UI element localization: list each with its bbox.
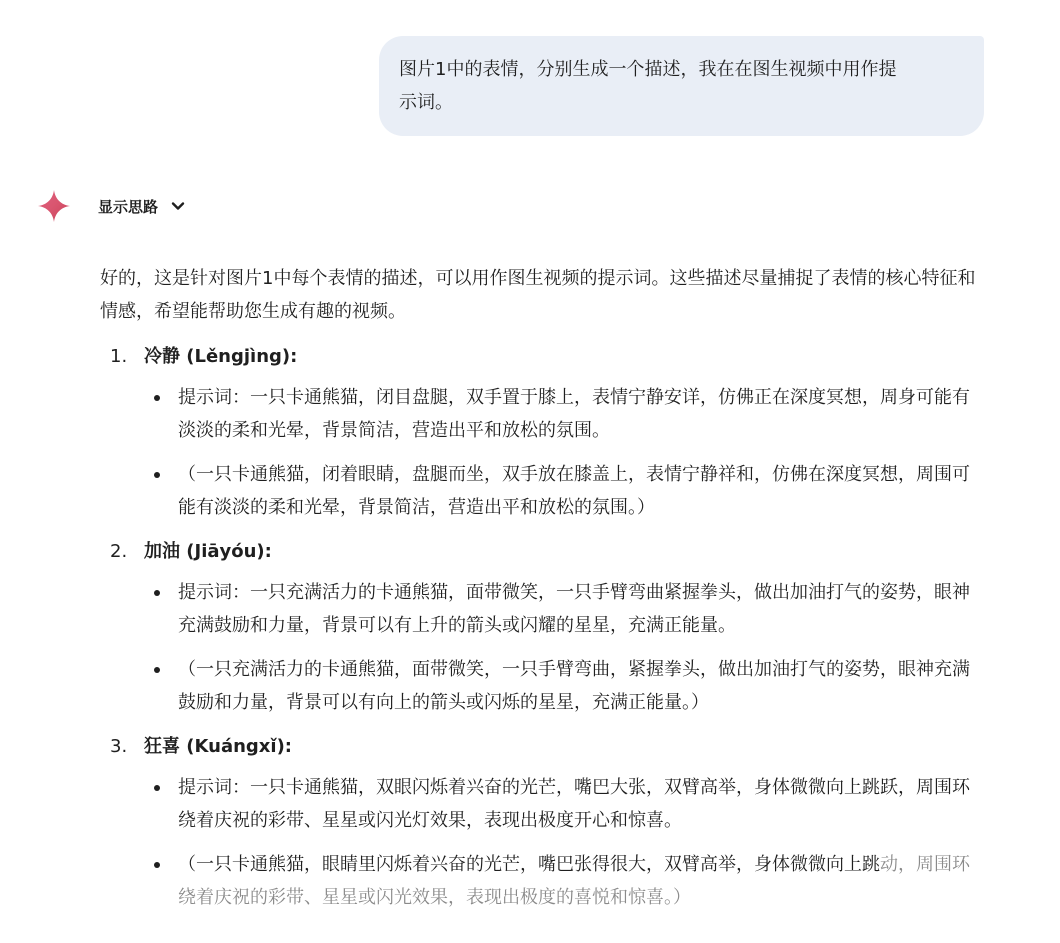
expression-title: 狂喜 (Kuángxǐ): [144, 736, 292, 757]
expression-title: 冷静 (Lěngjìng): [144, 346, 298, 367]
expression-item-calm [100, 340, 980, 524]
expression-title: 加油 (Jiāyóu): [144, 541, 272, 562]
prompt-item [144, 771, 980, 837]
prompt-list [144, 576, 980, 719]
bullet-dot [154, 395, 160, 401]
prompt-item [144, 381, 980, 447]
prompt-list [144, 381, 980, 524]
prompt-text: （一只充满活力的卡通熊猫，面带微笑，一只手臂弯曲，紧握拳头，做出加油打气的姿势，眼神充满鼓励和力量，背景可以有向上的箭头或闪烁的星星，充满正能量。） [178, 659, 970, 713]
bullet-dot [154, 785, 160, 791]
prompt-item [144, 576, 980, 642]
user-message-bubble [379, 36, 984, 136]
model-response-header [36, 186, 188, 226]
bullet-dot [154, 590, 160, 596]
list-number: 2. [110, 541, 128, 562]
prompt-list [144, 771, 980, 914]
model-response-body [100, 262, 980, 925]
user-message-line-2: 示词。 [399, 92, 453, 113]
show-thinking-label: 显示思路 [98, 197, 159, 216]
prompt-item [144, 653, 980, 719]
list-number: 1. [110, 346, 128, 367]
expression-item-ecstatic [100, 730, 980, 914]
prompt-text: （一只卡通熊猫，眼睛里闪烁着兴奋的光芒，嘴巴张得很大，双臂高举，身体微微向上跳 [178, 854, 880, 875]
bullet-dot [154, 667, 160, 673]
prompt-text: 提示词：一只充满活力的卡通熊猫，面带微笑，一只手臂弯曲紧握拳头，做出加油打气的姿势，眼神充满鼓励和力量，背景可以有上升的箭头或闪耀的星星，充满正能量。 [178, 582, 970, 636]
show-thinking-toggle[interactable] [98, 196, 188, 217]
prompt-item [144, 458, 980, 524]
response-intro: 好的，这是针对图片1中每个表情的描述，可以用作图生视频的提示词。这些描述尽量捕捉了表情的核心特征和情感，希望能帮助您生成有趣的视频。 [100, 268, 976, 322]
bullet-dot [154, 472, 160, 478]
list-number: 3. [110, 736, 128, 757]
expression-item-cheer [100, 535, 980, 719]
user-message-line-1: 图片1中的表情，分别生成一个描述，我在在图生视频中用作提 [399, 59, 897, 80]
gemini-sparkle-icon [36, 188, 72, 224]
expression-list [100, 340, 980, 914]
prompt-text: 提示词：一只卡通熊猫，闭目盘腿，双手置于膝上，表情宁静安详，仿佛正在深度冥想，周身可能有淡淡的柔和光晕，背景简洁，营造出平和放松的氛围。 [178, 387, 970, 441]
chevron-down-icon [168, 196, 188, 216]
prompt-text: 提示词：一只卡通熊猫，双眼闪烁着兴奋的光芒，嘴巴大张，双臂高举，身体微微向上跳跃，周围环绕着庆祝的彩带、星星或闪光灯效果，表现出极度开心和惊喜。 [178, 777, 970, 831]
bullet-dot [154, 862, 160, 868]
streaming-text-tail: 动，周围环绕着庆祝的彩带、星星或闪光效果，表现出极度的喜悦和惊喜。） [178, 854, 970, 908]
prompt-item [144, 848, 980, 914]
prompt-text: （一只卡通熊猫，闭着眼睛，盘腿而坐，双手放在膝盖上，表情宁静祥和，仿佛在深度冥想，周围可能有淡淡的柔和光晕，背景简洁，营造出平和放松的氛围。） [178, 464, 970, 518]
